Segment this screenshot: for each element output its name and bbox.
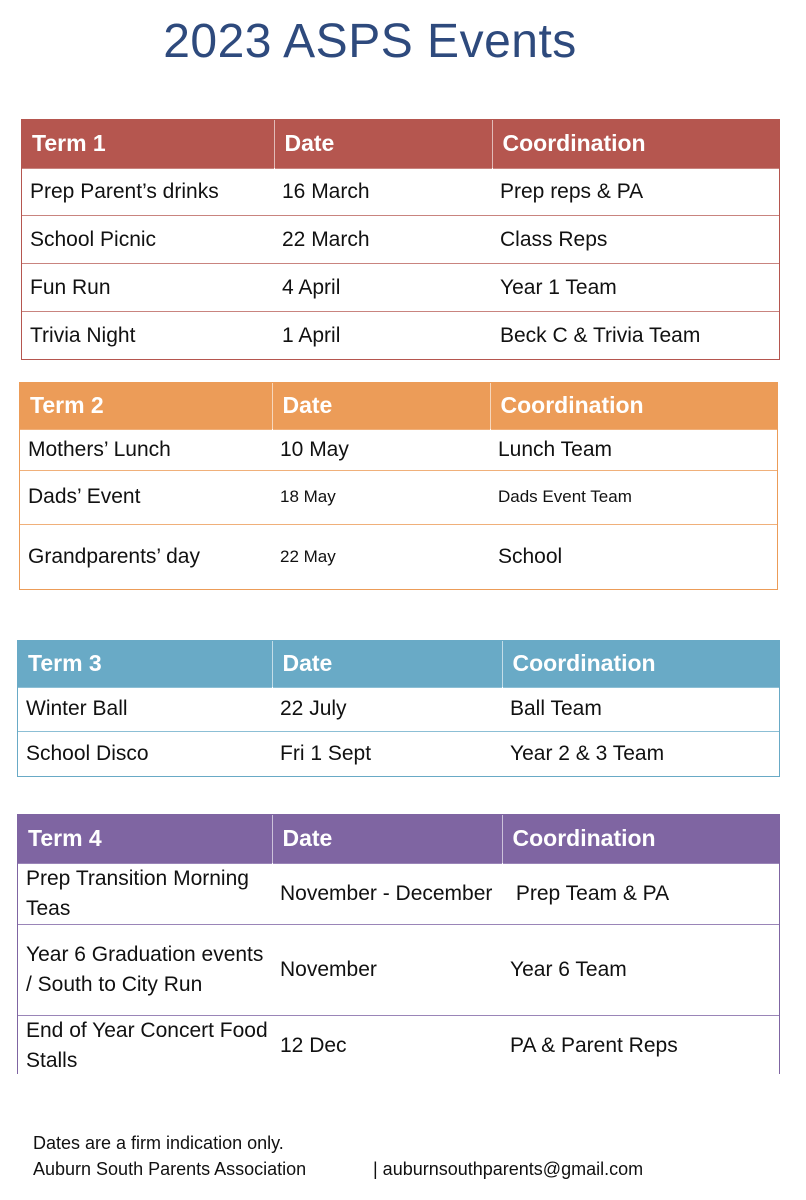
table-row <box>18 924 779 1015</box>
event-cell: Prep Parent’s drinks <box>22 168 274 216</box>
event-cell: Winter Ball <box>18 687 272 732</box>
coordination-cell: Year 1 Team <box>492 264 779 312</box>
term-2-table <box>19 382 778 590</box>
date-cell: 22 July <box>272 687 502 732</box>
date-cell: November <box>272 924 502 1015</box>
event-cell: School Picnic <box>22 216 274 264</box>
date-cell: 10 May <box>272 429 490 470</box>
coordination-header: Coordination <box>492 120 779 168</box>
term-header: Term 3 <box>18 641 272 687</box>
term-header: Term 1 <box>22 120 274 168</box>
event-cell: Prep Transition Morning Teas <box>18 863 272 924</box>
coordination-cell: Prep Team & PA <box>502 863 779 924</box>
coordination-cell: Beck C & Trivia Team <box>492 312 779 359</box>
date-header: Date <box>272 641 502 687</box>
table-row <box>18 687 779 732</box>
date-cell: 1 April <box>274 312 492 359</box>
event-cell: End of Year Concert Food Stalls <box>18 1015 272 1076</box>
table-row <box>22 312 779 359</box>
table-row <box>20 429 777 470</box>
event-cell: Mothers’ Lunch <box>20 429 272 470</box>
date-cell: 22 May <box>272 524 490 589</box>
term-4-table <box>17 814 780 1074</box>
table-row <box>20 524 777 589</box>
term-3-table <box>17 640 780 777</box>
event-cell: School Disco <box>18 732 272 776</box>
event-cell: Grandparents’ day <box>20 524 272 589</box>
coordination-cell: Dads Event Team <box>490 470 777 524</box>
coordination-cell: Year 2 & 3 Team <box>502 732 779 776</box>
coordination-cell: School <box>490 524 777 589</box>
date-header: Date <box>274 120 492 168</box>
date-cell: 16 March <box>274 168 492 216</box>
term-header: Term 2 <box>20 383 272 429</box>
coordination-cell: Ball Team <box>502 687 779 732</box>
date-cell: Fri 1 Sept <box>272 732 502 776</box>
event-cell: Year 6 Graduation events / South to City Run <box>18 924 272 1015</box>
coordination-cell: PA & Parent Reps <box>502 1015 779 1076</box>
date-header: Date <box>272 815 502 863</box>
table-row <box>20 470 777 524</box>
page-title: 2023 ASPS Events <box>163 15 577 68</box>
coordination-cell: Year 6 Team <box>502 924 779 1015</box>
coordination-cell: Class Reps <box>492 216 779 264</box>
term-header: Term 4 <box>18 815 272 863</box>
coordination-header: Coordination <box>490 383 777 429</box>
footer-note: Dates are a firm indication only. <box>33 1133 284 1153</box>
coordination-header: Coordination <box>502 641 779 687</box>
date-header: Date <box>272 383 490 429</box>
coordination-cell: Lunch Team <box>490 429 777 470</box>
event-cell: Fun Run <box>22 264 274 312</box>
term-1-table <box>21 119 780 360</box>
table-row <box>22 168 779 216</box>
footer <box>33 1130 644 1182</box>
coordination-header: Coordination <box>502 815 779 863</box>
table-row <box>22 216 779 264</box>
table-row <box>18 863 779 924</box>
date-cell: 12 Dec <box>272 1015 502 1076</box>
table-row <box>18 1015 779 1076</box>
footer-email: | auburnsouthparents@gmail.com <box>373 1159 644 1179</box>
date-cell: 22 March <box>274 216 492 264</box>
coordination-cell: Prep reps & PA <box>492 168 779 216</box>
table-row <box>22 264 779 312</box>
event-cell: Dads’ Event <box>20 470 272 524</box>
footer-org: Auburn South Parents Association <box>33 1159 307 1179</box>
date-cell: 18 May <box>272 470 490 524</box>
date-cell: 4 April <box>274 264 492 312</box>
date-cell: November - December <box>272 863 502 924</box>
table-row <box>18 732 779 776</box>
event-cell: Trivia Night <box>22 312 274 359</box>
